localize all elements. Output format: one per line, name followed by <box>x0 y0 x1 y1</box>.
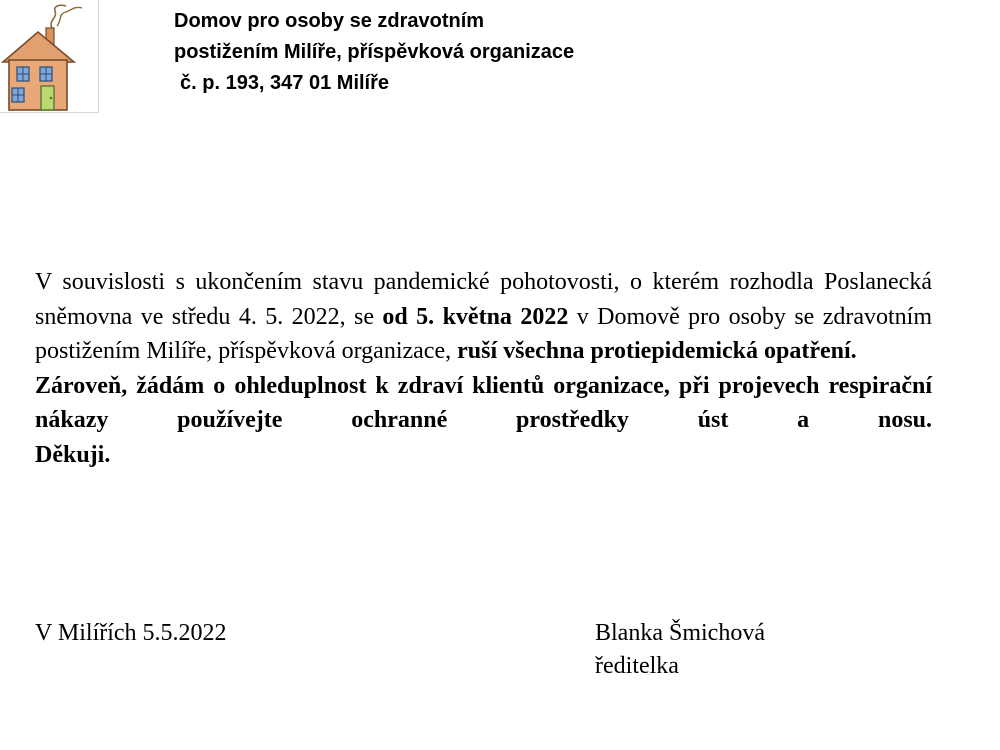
logo <box>0 0 99 113</box>
notice-body <box>35 265 932 472</box>
p1-text-a: V souvislosti s ukončením stavu pandemické pohotovosti, o kterém rozhodla Poslanecká sněmovna ve středu 4. 5. 2022, se <box>35 269 932 330</box>
place-date: V Milířích 5.5.2022 <box>35 620 227 646</box>
house-logo-icon <box>0 0 98 112</box>
p1-text-c: v Domově pro osoby se zdravotním postižením Milíře, příspěvková organizace, <box>35 303 933 364</box>
org-address: č. p. 193, 347 01 Milíře <box>180 72 390 94</box>
notice-paragraph-3 <box>35 438 932 473</box>
signatory-role: ředitelka <box>595 653 679 679</box>
notice-paragraph-2 <box>35 369 932 438</box>
org-name-line2: postižením Milíře, příspěvková organizace <box>174 41 575 63</box>
org-name-line1: Domov pro osoby se zdravotním <box>174 10 485 32</box>
signatory-name: Blanka Šmichová <box>595 620 765 646</box>
p1-date-bold: od 5. května 2022 <box>382 303 569 330</box>
notice-paragraph-1 <box>35 265 932 369</box>
p1-measures-bold: ruší všechna protiepidemická opatření. <box>457 338 857 364</box>
p2-request-bold: Zároveň, žádám o ohleduplnost k zdraví klientů organizace, při projevech respirační nákazy používejte ochranné prostředky úst a nosu. <box>35 372 932 433</box>
signature-block <box>595 617 765 683</box>
org-header <box>174 6 574 99</box>
p3-thanks-bold: Děkuji. <box>35 441 111 468</box>
